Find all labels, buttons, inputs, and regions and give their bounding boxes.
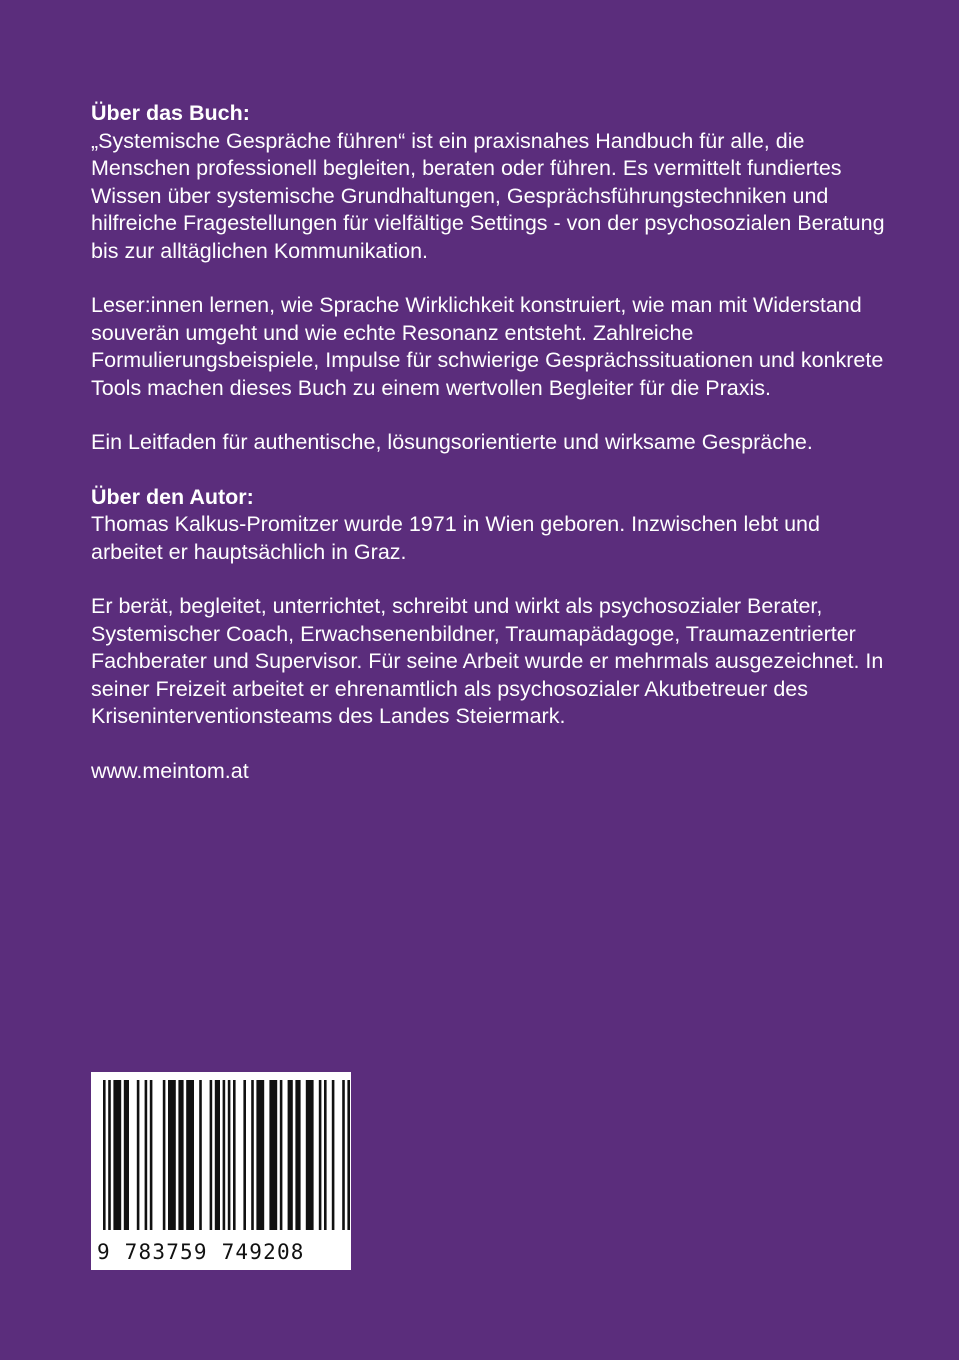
author-website: www.meintom.at: [91, 758, 249, 783]
about-author-paragraph-1: Thomas Kalkus-Promitzer wurde 1971 in Wien geboren. Inzwischen lebt und arbeitet er hauptsächlich in Graz.: [91, 512, 820, 564]
barcode-bar: [178, 1080, 183, 1230]
about-author-section: [91, 484, 891, 786]
about-book-paragraph-3: Ein Leitfaden für authentische, lösungsorientierte und wirksame Gespräche.: [91, 430, 813, 454]
barcode-bar: [256, 1080, 264, 1230]
isbn-barcode: [91, 1072, 351, 1270]
barcode-bar: [324, 1080, 327, 1230]
barcode-bar: [124, 1080, 129, 1230]
about-author-heading: Über den Autor:: [91, 484, 254, 509]
barcode-bar: [306, 1080, 314, 1230]
barcode-bar: [199, 1080, 202, 1230]
barcode-bar: [228, 1080, 231, 1230]
barcode-bar: [186, 1080, 194, 1230]
barcode-bar: [243, 1080, 246, 1230]
barcode-bar: [332, 1080, 335, 1230]
barcode-bar: [108, 1080, 111, 1230]
about-book-heading: Über das Buch:: [91, 101, 250, 125]
barcode-bar: [233, 1080, 236, 1230]
barcode-bar: [150, 1080, 153, 1230]
barcode-bar: [210, 1080, 213, 1230]
barcode-bar: [280, 1080, 283, 1230]
barcode-bar: [223, 1080, 226, 1230]
barcode-bar: [103, 1080, 106, 1230]
barcode-bar: [215, 1080, 220, 1230]
barcode-bar: [145, 1080, 148, 1230]
isbn-number: 9 783759 749208: [97, 1240, 305, 1264]
about-book-paragraph-2: Leser:innen lernen, wie Sprache Wirklichkeit konstruiert, wie man mit Widerstand souverän umgeht und wie echte Resonanz entsteht. Zahlreiche Formulierungsbeispiele, Impulse für schwierige Gesprächssituationen und konkrete Tools machen dieses Buch zu einem wertvollen Begleiter für die Praxis.: [91, 293, 884, 400]
barcode-bar: [113, 1080, 121, 1230]
barcode-bar: [251, 1080, 254, 1230]
barcode-bar: [347, 1080, 350, 1230]
barcode-bar: [342, 1080, 345, 1230]
barcode-bar: [163, 1080, 166, 1230]
barcode-bar: [288, 1080, 293, 1230]
about-book-paragraph-1: „Systemische Gespräche führen“ ist ein praxisnahes Handbuch für alle, die Menschen professionell begleiten, beraten oder führen. Es vermittelt fundiertes Wissen über systemische Grundhaltungen, Gesprächsführungstechniken und hilfreiche Fragestellungen für vielfältige Settings - von der psychosozialen Beratung bis zur alltäglichen Kommunikation.: [91, 128, 885, 263]
about-author-paragraph-2: Er berät, begleitet, unterrichtet, schreibt und wirkt als psychosozialer Berater, Systemischer Coach, Erwachsenenbildner, Traumapädagoge, Traumazentrierter Fachberater und Supervisor. Für seine Arbeit wurde er mehrmals ausgezeichnet. In seiner Freizeit arbeitet er ehrenamtlich als psychosozialer Akutbetreuer des Kriseninterventionsteams des Landes Steiermark.: [91, 594, 884, 728]
barcode-bar: [319, 1080, 322, 1230]
back-cover-text: [91, 100, 891, 812]
barcode-bar: [168, 1080, 176, 1230]
about-book-section: [91, 100, 891, 457]
barcode-bar: [295, 1080, 300, 1230]
barcode-bar: [269, 1080, 277, 1230]
barcode-bar: [137, 1080, 140, 1230]
